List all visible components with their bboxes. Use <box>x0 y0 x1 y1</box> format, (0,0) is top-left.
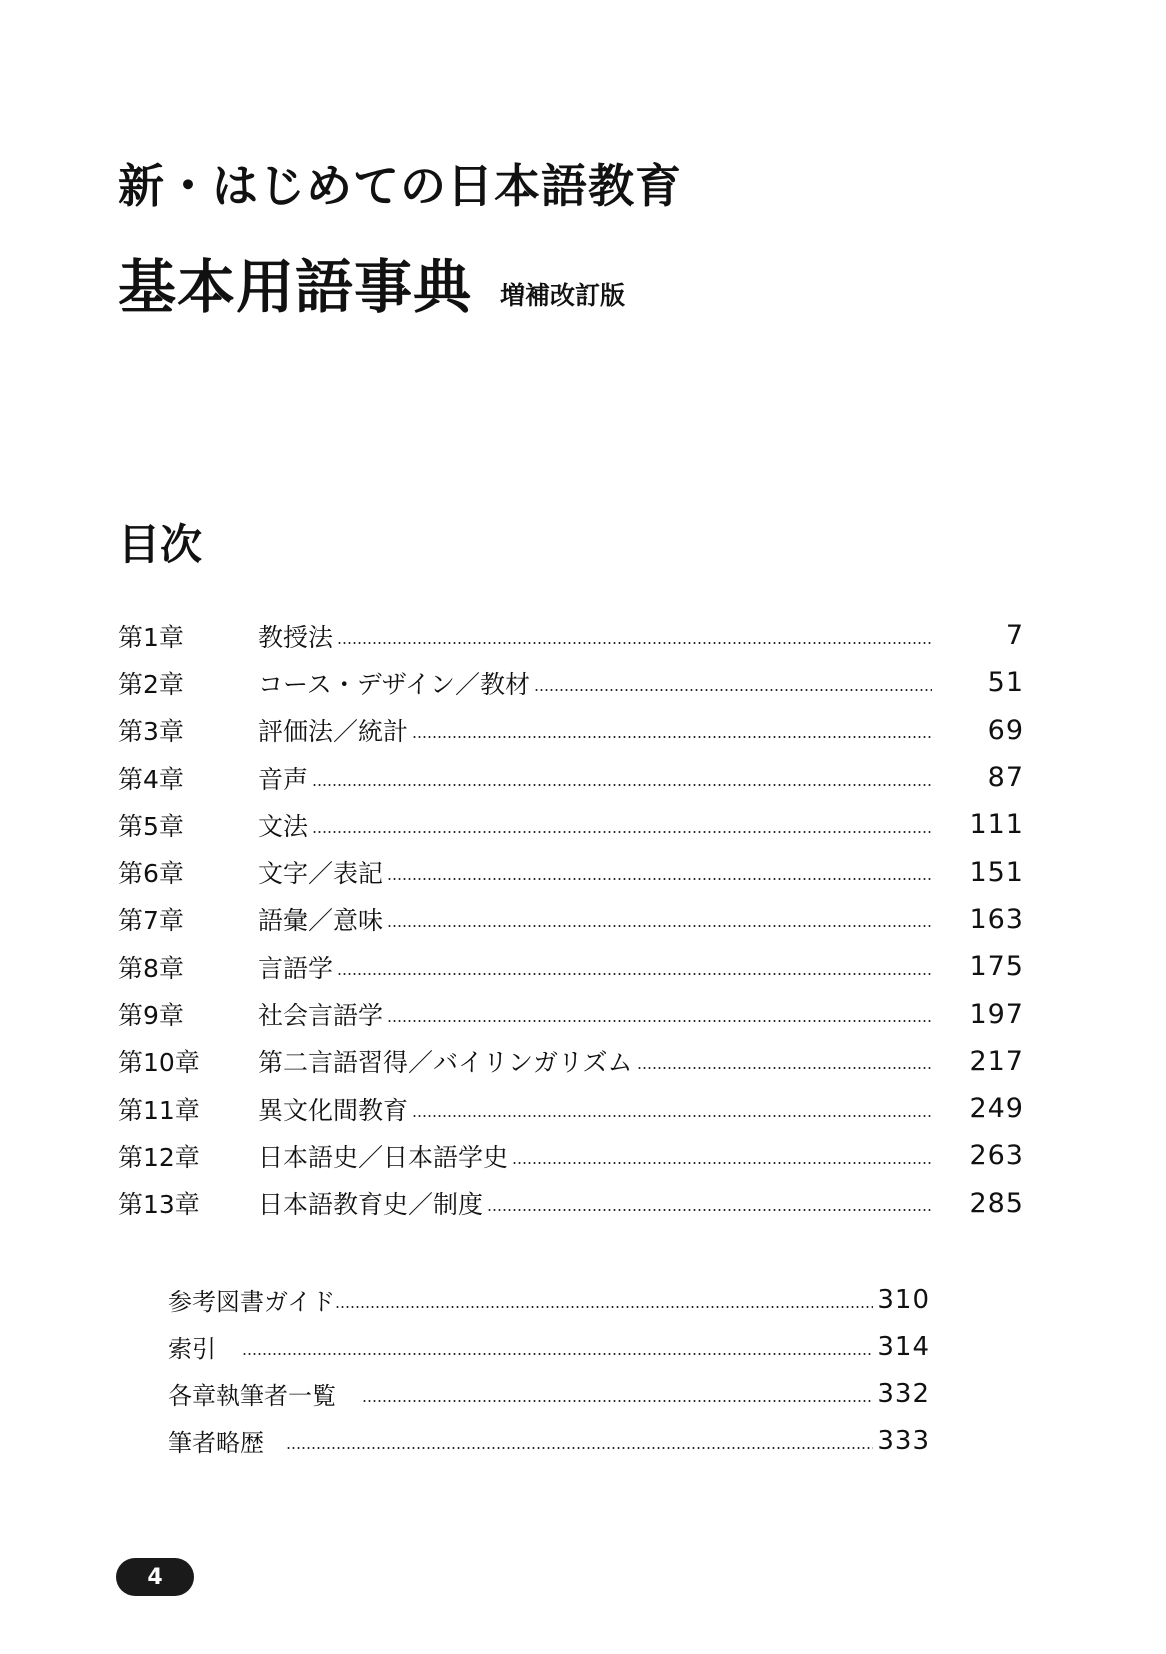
chapter-title: 社会言語学 <box>258 1001 384 1031</box>
chapter-page-number: 69 <box>987 714 1024 746</box>
appendix-page-number: 314 <box>877 1331 930 1362</box>
toc-chapter-row[interactable] <box>118 848 1028 895</box>
chapter-title: コース・デザイン／教材 <box>258 669 531 699</box>
toc-chapter-row[interactable] <box>118 990 1028 1037</box>
dot-leader <box>337 973 932 975</box>
toc-chapter-row[interactable] <box>118 1132 1028 1179</box>
chapter-page-number: 87 <box>987 762 1024 794</box>
edition-label: 増補改訂版 <box>500 281 626 310</box>
chapter-title: 日本語教育史／制度 <box>258 1190 484 1220</box>
chapter-number: 第3章 <box>118 717 184 747</box>
chapter-number: 第8章 <box>118 953 184 983</box>
dot-leader <box>387 878 932 880</box>
dot-leader <box>242 1353 873 1355</box>
chapter-number: 第6章 <box>118 859 184 889</box>
chapter-title-wrap <box>258 760 932 796</box>
toc-heading: 目次 <box>118 520 203 569</box>
chapter-title-wrap <box>258 1043 932 1079</box>
chapter-title: 文字／表記 <box>258 859 384 889</box>
page-number: 4 <box>147 1564 163 1590</box>
chapter-number: 第10章 <box>118 1048 200 1078</box>
chapter-title-wrap <box>258 1138 932 1174</box>
chapter-page-number: 217 <box>969 1045 1024 1077</box>
book-title-row <box>118 253 626 321</box>
book-subtitle: 新・はじめての日本語教育 <box>118 159 682 213</box>
toc-appendix-list <box>168 1276 930 1464</box>
toc-appendix-row[interactable] <box>168 1370 930 1417</box>
chapter-number: 第4章 <box>118 764 184 794</box>
chapter-title-wrap <box>258 665 932 701</box>
toc-chapter-row[interactable] <box>118 707 1028 754</box>
chapter-title-wrap <box>258 901 932 937</box>
chapter-number: 第1章 <box>118 622 184 652</box>
chapter-number: 第9章 <box>118 1001 184 1031</box>
chapter-page-number: 249 <box>969 1093 1024 1125</box>
chapter-title: 異文化間教育 <box>258 1095 409 1125</box>
chapter-number: 第5章 <box>118 811 184 841</box>
dot-leader <box>412 1115 932 1117</box>
dot-leader <box>286 1447 873 1449</box>
chapter-page-number: 151 <box>969 856 1024 888</box>
chapter-title-wrap <box>258 1185 932 1221</box>
chapter-page-number: 51 <box>987 667 1024 699</box>
chapter-title: 音声 <box>258 764 309 794</box>
toc-chapter-row[interactable] <box>118 1038 1028 1085</box>
toc-appendix-row[interactable] <box>168 1276 930 1323</box>
toc-chapter-row[interactable] <box>118 1180 1028 1227</box>
book-title: 基本用語事典 <box>118 253 473 321</box>
chapter-title-wrap <box>258 1091 932 1127</box>
dot-leader <box>335 1306 873 1308</box>
dot-leader <box>387 925 932 927</box>
dot-leader <box>487 1209 932 1211</box>
chapter-page-number: 285 <box>969 1187 1024 1219</box>
chapter-page-number: 163 <box>969 903 1024 935</box>
chapter-number: 第2章 <box>118 669 184 699</box>
chapter-title-wrap <box>258 712 932 748</box>
chapter-title: 第二言語習得／バイリンガリズム <box>258 1048 633 1078</box>
chapter-title: 文法 <box>258 811 309 841</box>
appendix-page-number: 333 <box>877 1425 930 1456</box>
dot-leader <box>312 784 932 786</box>
toc-chapter-row[interactable] <box>118 801 1028 848</box>
chapter-title-wrap <box>258 949 932 985</box>
dot-leader <box>362 1400 873 1402</box>
chapter-title: 言語学 <box>258 953 334 983</box>
chapter-page-number: 111 <box>969 809 1024 841</box>
page-number-badge <box>116 1558 194 1596</box>
toc-chapter-row[interactable] <box>118 612 1028 659</box>
toc-chapter-row[interactable] <box>118 1085 1028 1132</box>
toc-chapter-row[interactable] <box>118 659 1028 706</box>
chapter-number: 第11章 <box>118 1095 200 1125</box>
chapter-title: 評価法／統計 <box>258 717 409 747</box>
toc-chapter-row[interactable] <box>118 754 1028 801</box>
chapter-number: 第13章 <box>118 1190 200 1220</box>
chapter-number: 第12章 <box>118 1142 200 1172</box>
toc-appendix-row[interactable] <box>168 1323 930 1370</box>
chapter-title: 語彙／意味 <box>258 906 384 936</box>
chapter-title-wrap <box>258 807 932 843</box>
toc-chapter-list <box>118 612 1028 1227</box>
chapter-title-wrap <box>258 618 932 654</box>
dot-leader <box>534 689 932 691</box>
chapter-page-number: 175 <box>969 951 1024 983</box>
appendix-title: 索引 <box>168 1335 216 1363</box>
appendix-title: 筆者略歴 <box>168 1429 264 1457</box>
dot-leader <box>337 642 932 644</box>
toc-chapter-row[interactable] <box>118 896 1028 943</box>
chapter-page-number: 263 <box>969 1140 1024 1172</box>
appendix-page-number: 332 <box>877 1378 930 1409</box>
dot-leader <box>412 736 932 738</box>
appendix-title: 参考図書ガイド <box>168 1288 336 1316</box>
dot-leader <box>512 1162 932 1164</box>
dot-leader <box>312 831 932 833</box>
toc-chapter-row[interactable] <box>118 943 1028 990</box>
chapter-title-wrap <box>258 854 932 890</box>
chapter-number: 第7章 <box>118 906 184 936</box>
chapter-page-number: 197 <box>969 998 1024 1030</box>
chapter-title: 日本語史／日本語学史 <box>258 1142 509 1172</box>
toc-appendix-row[interactable] <box>168 1417 930 1464</box>
chapter-title-wrap <box>258 996 932 1032</box>
dot-leader <box>387 1020 932 1022</box>
chapter-page-number: 7 <box>1005 620 1024 652</box>
chapter-title: 教授法 <box>258 622 334 652</box>
appendix-page-number: 310 <box>877 1284 930 1315</box>
dot-leader <box>637 1067 932 1069</box>
appendix-title: 各章執筆者一覧 <box>168 1382 336 1410</box>
